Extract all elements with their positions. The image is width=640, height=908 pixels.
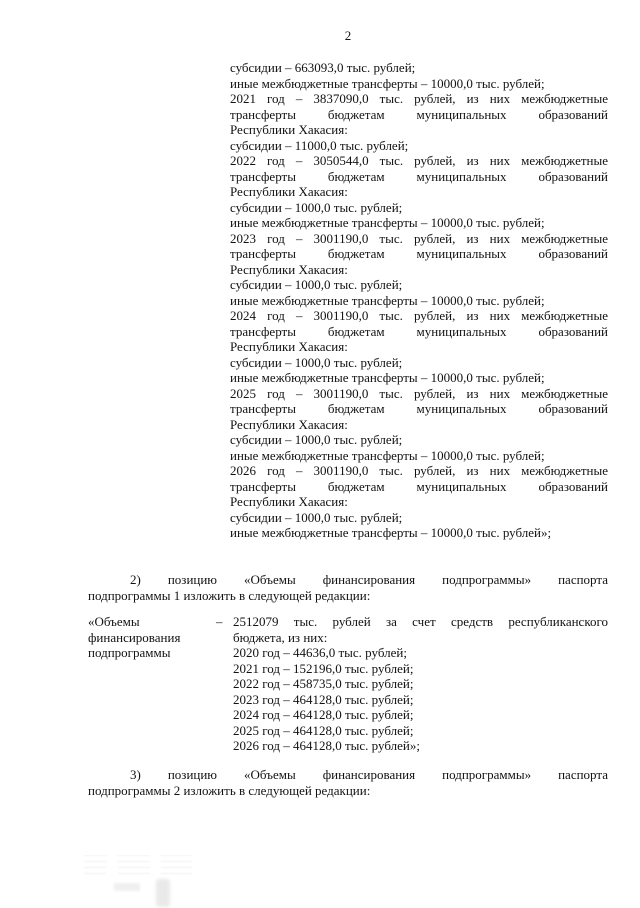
- financing-value-line: 2022 год – 458735,0 тыс. рублей;: [233, 676, 414, 691]
- text-line: Республики Хакасия:: [230, 122, 348, 137]
- text-line: субсидии – 1000,0 тыс. рублей;: [230, 277, 403, 292]
- text-line: иные межбюджетные трансферты – 10000,0 тыс. рублей;: [230, 75, 545, 91]
- text-line: 2022 год – 3050544,0 тыс. рублей, из них межбюджетные: [230, 153, 608, 168]
- financing-value-line: 2025 год – 464128,0 тыс. рублей;: [233, 722, 414, 738]
- text-line: иные межбюджетные трансферты – 10000,0 тыс. рублей;: [230, 370, 545, 385]
- financing-value-line: 2512079 тыс. рублей за счет средств республиканского: [233, 614, 608, 629]
- financing-label-column: [88, 614, 214, 661]
- financing-label-line: подпрограммы: [88, 645, 171, 660]
- text-line: трансферты бюджетам муниципальных образований: [230, 168, 608, 184]
- financing-value-line: 2020 год – 44636,0 тыс. рублей;: [233, 645, 407, 660]
- text-line: иные межбюджетные трансферты – 10000,0 тыс. рублей;: [230, 292, 545, 308]
- text-line: 2025 год – 3001190,0 тыс. рублей, из них межбюджетные: [230, 385, 608, 401]
- text-line: трансферты бюджетам муниципальных образований: [230, 478, 608, 494]
- text-line: 2021 год – 3837090,0 тыс. рублей, из них межбюджетные: [230, 91, 608, 106]
- text-line: субсидии – 1000,0 тыс. рублей;: [230, 509, 403, 525]
- text-line: трансферты бюджетам муниципальных образований: [230, 323, 608, 339]
- text-line: иные межбюджетные трансферты – 10000,0 тыс. рублей;: [230, 215, 545, 230]
- scan-smudge-blob: [156, 879, 170, 907]
- text-line: 2026 год – 3001190,0 тыс. рублей, из них межбюджетные: [230, 463, 608, 478]
- clause-2-line-2: подпрограммы 1 изложить в следующей редакции:: [88, 587, 371, 603]
- text-line: трансферты бюджетам муниципальных образований: [230, 106, 608, 122]
- text-line: Республики Хакасия:: [230, 339, 348, 354]
- financing-value-line: 2026 год – 464128,0 тыс. рублей»;: [233, 738, 420, 753]
- text-line: субсидии – 1000,0 тыс. рублей;: [230, 354, 403, 370]
- budget-transfers-block: [230, 60, 608, 541]
- financing-dash: –: [216, 614, 223, 629]
- financing-value-line: 2021 год – 152196,0 тыс. рублей;: [233, 660, 414, 676]
- text-line: трансферты бюджетам муниципальных образований: [230, 246, 608, 261]
- scan-smudge-lines: [84, 855, 192, 875]
- text-line: Республики Хакасия:: [230, 184, 348, 199]
- text-line: Республики Хакасия:: [230, 261, 348, 277]
- text-line: субсидии – 663093,0 тыс. рублей;: [230, 60, 416, 75]
- text-line: Республики Хакасия:: [230, 416, 348, 432]
- scan-smudge-artifact: [84, 853, 204, 908]
- text-line: Республики Хакасия:: [230, 494, 348, 509]
- text-line: субсидии – 1000,0 тыс. рублей;: [230, 432, 403, 447]
- clause-2-line-1: 2) позицию «Объемы финансирования подпрограммы» паспорта: [130, 572, 608, 587]
- text-line: трансферты бюджетам муниципальных образований: [230, 401, 608, 416]
- scan-smudge-dot: [114, 883, 140, 891]
- clause-3-line-1: 3) позицию «Объемы финансирования подпрограммы» паспорта: [130, 767, 608, 782]
- text-line: субсидии – 1000,0 тыс. рублей;: [230, 199, 403, 215]
- text-line: иные межбюджетные трансферты – 10000,0 тыс. рублей;: [230, 447, 545, 463]
- financing-label-line: «Объемы: [88, 614, 140, 629]
- page-number: 2: [344, 28, 352, 43]
- financing-label-line: финансирования: [88, 629, 181, 645]
- clause-3-paragraph: [88, 767, 608, 798]
- financing-value-line: 2023 год – 464128,0 тыс. рублей;: [233, 691, 414, 707]
- financing-value-column: [233, 614, 608, 754]
- clause-3-line-2: подпрограммы 2 изложить в следующей редакции:: [88, 782, 371, 798]
- text-line: 2024 год – 3001190,0 тыс. рублей, из них межбюджетные: [230, 308, 608, 323]
- clause-2-paragraph: [88, 572, 608, 603]
- text-line: субсидии – 11000,0 тыс. рублей;: [230, 137, 409, 153]
- financing-value-line: бюджета, из них:: [233, 629, 328, 645]
- text-line: иные межбюджетные трансферты – 10000,0 тыс. рублей»;: [230, 525, 552, 540]
- text-line: 2023 год – 3001190,0 тыс. рублей, из них межбюджетные: [230, 230, 608, 246]
- financing-value-line: 2024 год – 464128,0 тыс. рублей;: [233, 707, 414, 722]
